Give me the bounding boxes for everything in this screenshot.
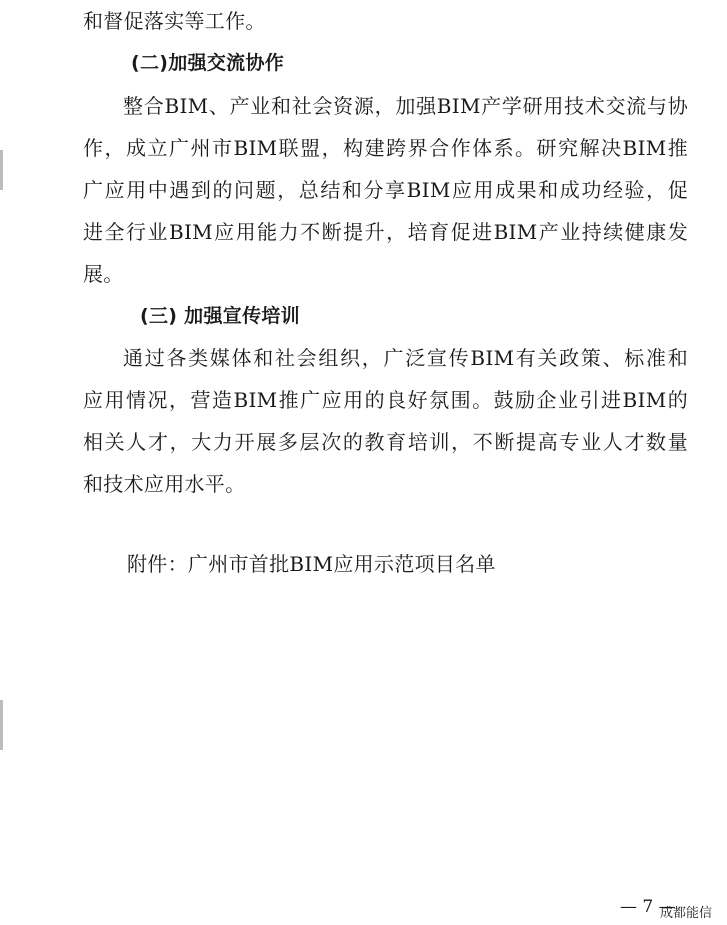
scan-edge-mark xyxy=(0,700,3,750)
paragraph-line: 广应用中遇到的问题，总结和分享BIM应用成果和成功经验，促 xyxy=(83,178,688,202)
attachment-note: 附件：广州市首批BIM应用示范项目名单 xyxy=(127,552,496,576)
scan-edge-mark xyxy=(0,150,3,190)
page-number: — 7 — xyxy=(620,897,676,917)
section-heading-exchange: (二)加强交流协作 xyxy=(131,52,285,74)
paragraph-line: 应用情况，营造BIM推广应用的良好氛围。鼓励企业引进BIM的 xyxy=(83,388,688,412)
paragraph-line: 展。 xyxy=(83,262,124,286)
paragraph-line: 整合BIM、产业和社会资源，加强BIM产学研用技术交流与协 xyxy=(123,94,688,118)
paragraph-line: 进全行业BIM应用能力不断提升，培育促进BIM产业持续健康发 xyxy=(83,220,688,244)
paragraph-line: 相关人才，大力开展多层次的教育培训，不断提高专业人才数量 xyxy=(83,430,688,454)
paragraph-line: 通过各类媒体和社会组织，广泛宣传BIM有关政策、标准和 xyxy=(123,346,688,370)
section-heading-training: (三) 加强宣传培训 xyxy=(140,305,300,327)
paragraph-line: 作，成立广州市BIM联盟，构建跨界合作体系。研究解决BIM推 xyxy=(83,136,688,160)
paragraph-line: 和技术应用水平。 xyxy=(83,472,246,496)
watermark-label: 成都能信 xyxy=(660,906,713,921)
paragraph-line: 和督促落实等工作。 xyxy=(83,9,266,33)
